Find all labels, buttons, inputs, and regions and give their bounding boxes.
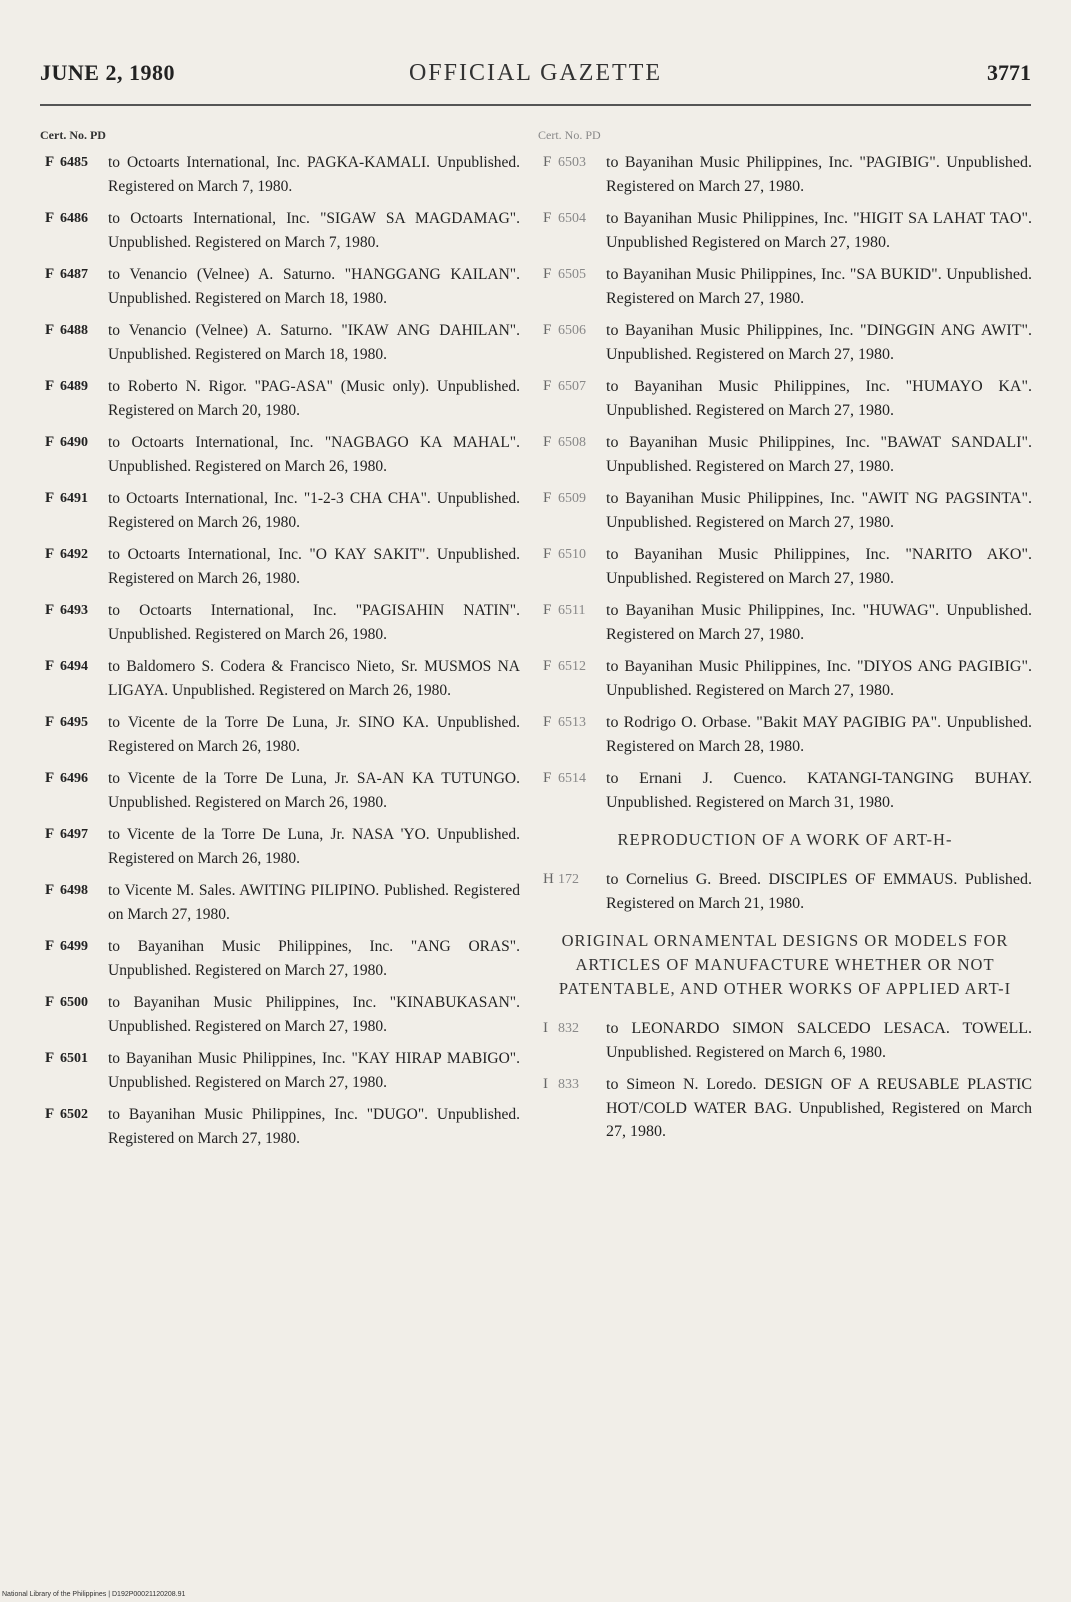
registration-entry [40, 319, 520, 366]
entry-text: to Octoarts International, Inc. "1-2-3 CHA CHA". Unpublished. Registered on March 26, 1980. [108, 490, 520, 531]
entry-class: F [543, 266, 552, 282]
registration-entry [40, 375, 520, 422]
entry-class: F [543, 714, 552, 730]
registration-entry [40, 599, 520, 646]
registration-entry [40, 207, 520, 254]
certificate-number: 6494 [60, 659, 88, 674]
registration-entry [40, 263, 520, 310]
registration-entry [40, 991, 520, 1038]
entry-text: to Bayanihan Music Philippines, Inc. "SA BUKID". Unpublished. Registered on March 27, 1980. [606, 266, 1032, 307]
section-i-entries [538, 1017, 1032, 1144]
registration-entry [538, 767, 1032, 814]
entry-text: to Bayanihan Music Philippines, Inc. "ANG ORAS". Unpublished. Registered on March 27, 1980. [108, 938, 520, 979]
registration-entry [538, 711, 1032, 758]
entry-class: F [543, 154, 552, 170]
registration-entry [538, 207, 1032, 254]
entry-class: H [543, 871, 554, 887]
left-entry-list [40, 151, 520, 1150]
entry-class: I [543, 1076, 548, 1092]
entry-text: to LEONARDO SIMON SALCEDO LESACA. TOWELL. Unpublished. Registered on March 6, 1980. [606, 1020, 1032, 1061]
certificate-number: 6507 [558, 379, 586, 394]
entry-text: to Bayanihan Music Philippines, Inc. "DINGGIN ANG AWIT". Unpublished. Registered on March 27, 1980. [606, 322, 1032, 363]
entry-class: F [45, 266, 55, 282]
certificate-number: 6486 [60, 211, 88, 226]
registration-entry [538, 431, 1032, 478]
registration-entry [40, 431, 520, 478]
entry-text: to Octoarts International, Inc. "PAGISAHIN NATIN". Unpublished. Registered on March 26, 1980. [108, 602, 520, 643]
entry-text: to Octoarts International, Inc. "SIGAW SA MAGDAMAG". Unpublished. Registered on March 7, 1980. [108, 210, 520, 251]
certificate-number: 6498 [60, 883, 88, 898]
right-entry-list [538, 151, 1032, 814]
entry-text: to Vicente de la Torre De Luna, Jr. SINO KA. Unpublished. Registered on March 26, 1980. [108, 714, 520, 755]
certificate-number: 6509 [558, 491, 586, 506]
certificate-number: 6488 [60, 323, 88, 338]
entry-text: to Ernani J. Cuenco. KATANGI-TANGING BUHAY. Unpublished. Registered on March 31, 1980. [606, 770, 1032, 811]
entry-text: to Baldomero S. Codera & Francisco Nieto, Sr. MUSMOS NA LIGAYA. Unpublished. Registered on March 26, 1980. [108, 658, 520, 699]
registration-entry [538, 599, 1032, 646]
entry-class: F [45, 490, 55, 506]
section-h-entries [538, 868, 1032, 915]
column-heading: Cert. No. PD [40, 128, 106, 142]
registration-entry [40, 1103, 520, 1150]
certificate-number: 6513 [558, 715, 586, 730]
certificate-number: 6502 [60, 1107, 88, 1122]
registration-entry [538, 1017, 1032, 1064]
certificate-number: 6497 [60, 827, 88, 842]
registration-entry [538, 1073, 1032, 1144]
entry-class: F [45, 602, 55, 618]
certificate-number: 6503 [558, 155, 586, 170]
certificate-number: 6485 [60, 155, 88, 170]
entry-class: F [543, 490, 552, 506]
certificate-number: 6491 [60, 491, 88, 506]
registration-entry [40, 711, 520, 758]
entry-text: to Rodrigo O. Orbase. "Bakit MAY PAGIBIG PA". Unpublished. Registered on March 28, 1980. [606, 714, 1032, 755]
registration-entry [538, 487, 1032, 534]
registration-entry [40, 655, 520, 702]
certificate-number: 6504 [558, 211, 586, 226]
certificate-number: 6501 [60, 1051, 88, 1066]
entry-class: F [543, 770, 552, 786]
entry-class: F [45, 546, 55, 562]
certificate-number: 6495 [60, 715, 88, 730]
entry-text: to Bayanihan Music Philippines, Inc. "DUGO". Unpublished. Registered on March 27, 1980. [108, 1106, 520, 1147]
entry-class: F [45, 434, 55, 450]
entry-text: to Simeon N. Loredo. DESIGN OF A REUSABLE PLASTIC HOT/COLD WATER BAG. Unpublished, Registered on March 27, 1980. [606, 1076, 1032, 1140]
certificate-number: 6499 [60, 939, 88, 954]
entry-class: F [45, 322, 55, 338]
certificate-number: 6490 [60, 435, 88, 450]
certificate-number: 833 [558, 1077, 579, 1092]
header-rule [40, 104, 1031, 106]
entry-class: F [543, 378, 552, 394]
entry-text: to Bayanihan Music Philippines, Inc. "DIYOS ANG PAGIBIG". Unpublished. Registered on March 27, 1980. [606, 658, 1032, 699]
entry-class: F [543, 546, 552, 562]
certificate-number: 832 [558, 1021, 579, 1036]
certificate-number: 6492 [60, 547, 88, 562]
entry-text: to Octoarts International, Inc. "O KAY SAKIT". Unpublished. Registered on March 26, 1980. [108, 546, 520, 587]
entry-text: to Cornelius G. Breed. DISCIPLES OF EMMAUS. Published. Registered on March 21, 1980. [606, 871, 1032, 912]
entry-class: F [45, 210, 55, 226]
registration-entry [538, 319, 1032, 366]
entry-text: to Vicente M. Sales. AWITING PILIPINO. Published. Registered on March 27, 1980. [108, 882, 520, 923]
entry-text: to Bayanihan Music Philippines, Inc. "PAGIBIG". Unpublished. Registered on March 27, 1980. [606, 154, 1032, 195]
certificate-number: 6500 [60, 995, 88, 1010]
certificate-number: 6512 [558, 659, 586, 674]
registration-entry [40, 935, 520, 982]
certificate-number: 6508 [558, 435, 586, 450]
certificate-number: 172 [558, 872, 579, 887]
entry-class: F [45, 882, 55, 898]
entry-class: F [543, 658, 552, 674]
certificate-number: 6493 [60, 603, 88, 618]
registration-entry [538, 655, 1032, 702]
entry-text: to Octoarts International, Inc. PAGKA-KAMALI. Unpublished. Registered on March 7, 1980. [108, 154, 520, 195]
entry-text: to Bayanihan Music Philippines, Inc. "AWIT NG PAGSINTA". Unpublished. Registered on March 27, 1980. [606, 490, 1032, 531]
page-header [40, 60, 1031, 100]
entry-text: to Bayanihan Music Philippines, Inc. "NARITO AKO". Unpublished. Registered on March 27, 1980. [606, 546, 1032, 587]
entry-text: to Venancio (Velnee) A. Saturno. "IKAW ANG DAHILAN". Unpublished. Registered on March 18, 1980. [108, 322, 520, 363]
entry-class: F [543, 434, 552, 450]
entry-text: to Octoarts International, Inc. "NAGBAGO KA MAHAL". Unpublished. Registered on March 26, 1980. [108, 434, 520, 475]
entry-text: to Vicente de la Torre De Luna, Jr. NASA 'YO. Unpublished. Registered on March 26, 1980. [108, 826, 520, 867]
registration-entry [40, 1047, 520, 1094]
registration-entry [538, 868, 1032, 915]
certificate-number: 6496 [60, 771, 88, 786]
entry-class: F [45, 1050, 55, 1066]
entry-class: F [45, 714, 55, 730]
entry-class: F [45, 938, 55, 954]
registration-entry [538, 151, 1032, 198]
right-column [538, 128, 1032, 1153]
registration-entry [40, 767, 520, 814]
certificate-number: 6505 [558, 267, 586, 282]
registration-entry [40, 879, 520, 926]
publication-title: OFFICIAL GAZETTE [408, 60, 663, 86]
entry-text: to Vicente de la Torre De Luna, Jr. SA-AN KA TUTUNGO. Unpublished. Registered on March 26, 1980. [108, 770, 520, 811]
entry-text: to Bayanihan Music Philippines, Inc. "HIGIT SA LAHAT TAO". Unpublished Registered on March 27, 1980. [606, 210, 1032, 251]
entry-text: to Bayanihan Music Philippines, Inc. "KINABUKASAN". Unpublished. Registered on March 27, 1980. [108, 994, 520, 1035]
registration-entry [538, 543, 1032, 590]
entry-class: F [543, 210, 552, 226]
section-heading-h: REPRODUCTION OF A WORK OF ART-H- [617, 830, 953, 849]
registration-entry [40, 151, 520, 198]
issue-date: JUNE 2, 1980 [40, 60, 175, 85]
archive-footer: National Library of the Philippines | D192P00021120208.91 [2, 1591, 186, 1598]
certificate-number: 6514 [558, 771, 586, 786]
certificate-number: 6489 [60, 379, 88, 394]
entry-class: F [45, 826, 55, 842]
entry-text: to Bayanihan Music Philippines, Inc. "KAY HIRAP MABIGO". Unpublished. Registered on March 27, 1980. [108, 1050, 520, 1091]
left-column [40, 128, 520, 1159]
certificate-number: 6510 [558, 547, 586, 562]
entry-class: F [543, 322, 552, 338]
registration-entry [538, 263, 1032, 310]
entry-class: F [45, 658, 55, 674]
entry-text: to Bayanihan Music Philippines, Inc. "HUWAG". Unpublished. Registered on March 27, 1980. [606, 602, 1032, 643]
entry-class: F [45, 994, 55, 1010]
entry-class: F [45, 1106, 55, 1122]
entry-text: to Bayanihan Music Philippines, Inc. "HUMAYO KA". Unpublished. Registered on March 27, 1980. [606, 378, 1032, 419]
entry-text: to Bayanihan Music Philippines, Inc. "BAWAT SANDALI". Unpublished. Registered on March 27, 1980. [606, 434, 1032, 475]
entry-class: F [543, 602, 552, 618]
column-heading: Cert. No. PD [538, 128, 601, 142]
registration-entry [538, 375, 1032, 422]
entry-class: I [543, 1020, 548, 1036]
entry-class: F [45, 770, 55, 786]
section-heading-i: ORIGINAL ORNAMENTAL DESIGNS OR MODELS FOR ARTICLES OF MANUFACTURE WHETHER OR NOT PATENTABLE, AND OTHER WORKS OF APPLIED ART-I [558, 931, 1012, 998]
entry-text: to Venancio (Velnee) A. Saturno. "HANGGANG KAILAN". Unpublished. Registered on March 18, 1980. [108, 266, 520, 307]
registration-entry [40, 487, 520, 534]
registration-entry [40, 823, 520, 870]
certificate-number: 6487 [60, 267, 88, 282]
certificate-number: 6506 [558, 323, 586, 338]
certificate-number: 6511 [558, 603, 586, 618]
entry-class: F [45, 154, 55, 170]
page-number: 3771 [987, 60, 1031, 85]
entry-text: to Roberto N. Rigor. "PAG-ASA" (Music only). Unpublished. Registered on March 20, 1980. [108, 378, 520, 419]
entry-class: F [45, 378, 55, 394]
registration-entry [40, 543, 520, 590]
